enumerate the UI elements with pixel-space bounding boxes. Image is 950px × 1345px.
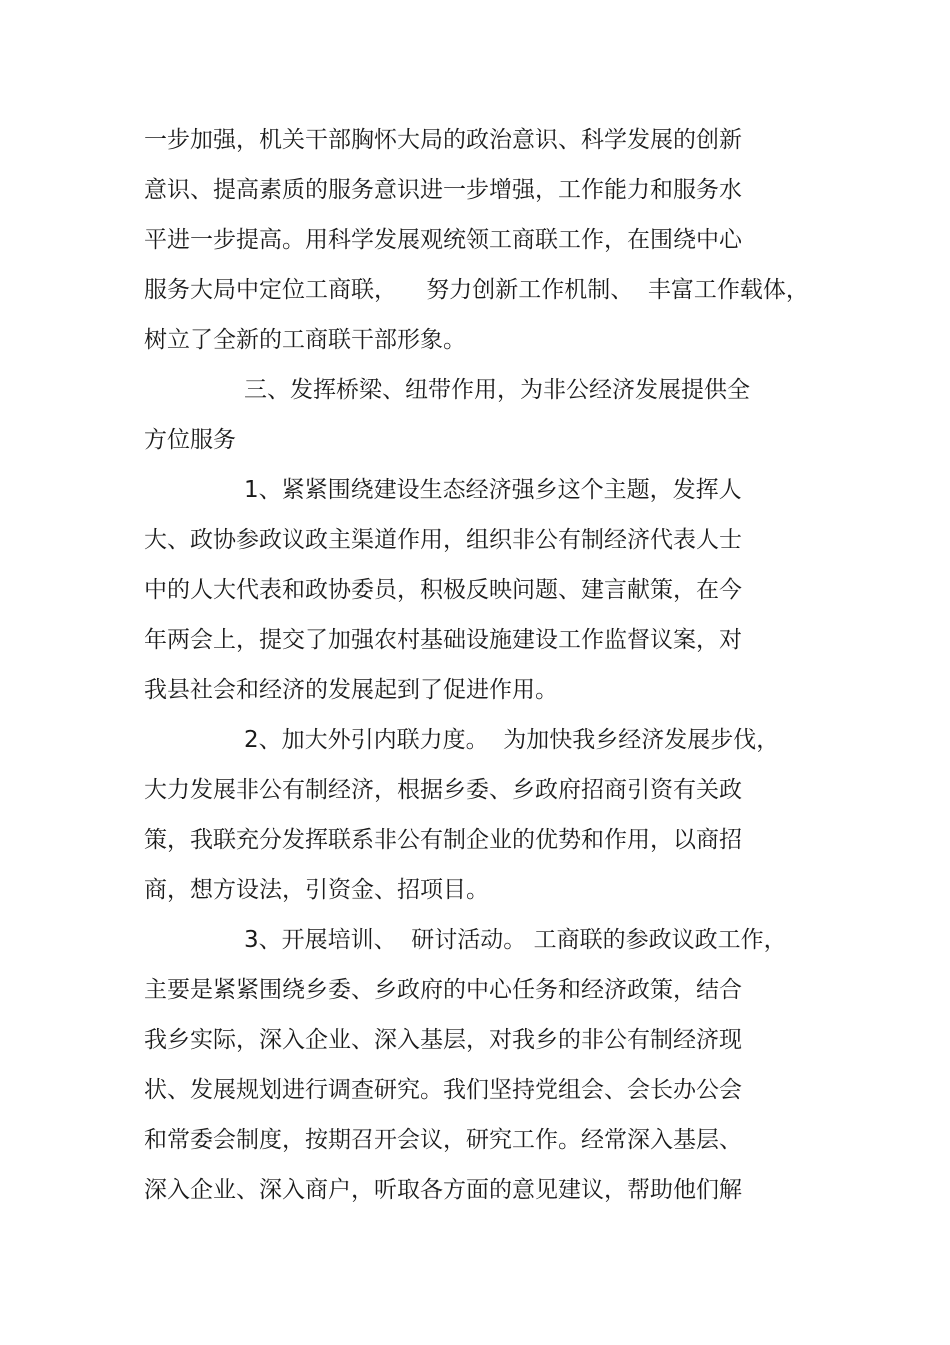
item-3-line-1: 3、开展培训、 研讨活动。 工商联的参政议政工作， bbox=[244, 927, 787, 953]
text-line-3: 平进一步提高。用科学发展观统领工商联工作，在围绕中心 bbox=[144, 227, 742, 253]
item-2-line-3: 策，我联充分发挥联系非公有制企业的优势和作用，以商招 bbox=[144, 827, 742, 853]
item-1-line-4: 年两会上，提交了加强农村基础设施建设工作监督议案，对 bbox=[144, 627, 742, 653]
item-2-line-1: 2、加大外引内联力度。 为加快我乡经济发展步伐， bbox=[244, 727, 780, 753]
text-line-5: 树立了全新的工商联干部形象。 bbox=[144, 327, 466, 353]
item-3-line-5: 和常委会制度，按期召开会议，研究工作。经常深入基层、 bbox=[144, 1127, 742, 1153]
item-3-line-2: 主要是紧紧围绕乡委、乡政府的中心任务和经济政策，结合 bbox=[144, 977, 742, 1003]
section-heading-line-1: 三、发挥桥梁、纽带作用，为非公经济发展提供全 bbox=[244, 377, 750, 403]
text-line-2: 意识、提高素质的服务意识进一步增强，工作能力和服务水 bbox=[144, 177, 742, 203]
item-3-line-6: 深入企业、深入商户，听取各方面的意见建议，帮助他们解 bbox=[144, 1177, 742, 1203]
item-1-line-3: 中的人大代表和政协委员，积极反映问题、建言献策，在今 bbox=[144, 577, 742, 603]
section-heading-line-2: 方位服务 bbox=[144, 427, 236, 453]
item-2-line-4: 商，想方设法，引资金、招项目。 bbox=[144, 877, 489, 903]
item-2-line-2: 大力发展非公有制经济，根据乡委、乡政府招商引资有关政 bbox=[144, 777, 742, 803]
item-1-line-1: 1、紧紧围绕建设生态经济强乡这个主题，发挥人 bbox=[244, 477, 742, 503]
item-3-line-3: 我乡实际，深入企业、深入基层，对我乡的非公有制经济现 bbox=[144, 1027, 742, 1053]
item-1-line-5: 我县社会和经济的发展起到了促进作用。 bbox=[144, 677, 558, 703]
item-1-line-2: 大、政协参政议政主渠道作用，组织非公有制经济代表人士 bbox=[144, 527, 742, 553]
text-line-4: 服务大局中定位工商联， 努力创新工作机制、 丰富工作载体， bbox=[144, 277, 809, 303]
item-3-line-4: 状、发展规划进行调查研究。我们坚持党组会、会长办公会 bbox=[144, 1077, 742, 1103]
text-line-1: 一步加强，机关干部胸怀大局的政治意识、科学发展的创新 bbox=[144, 127, 742, 153]
